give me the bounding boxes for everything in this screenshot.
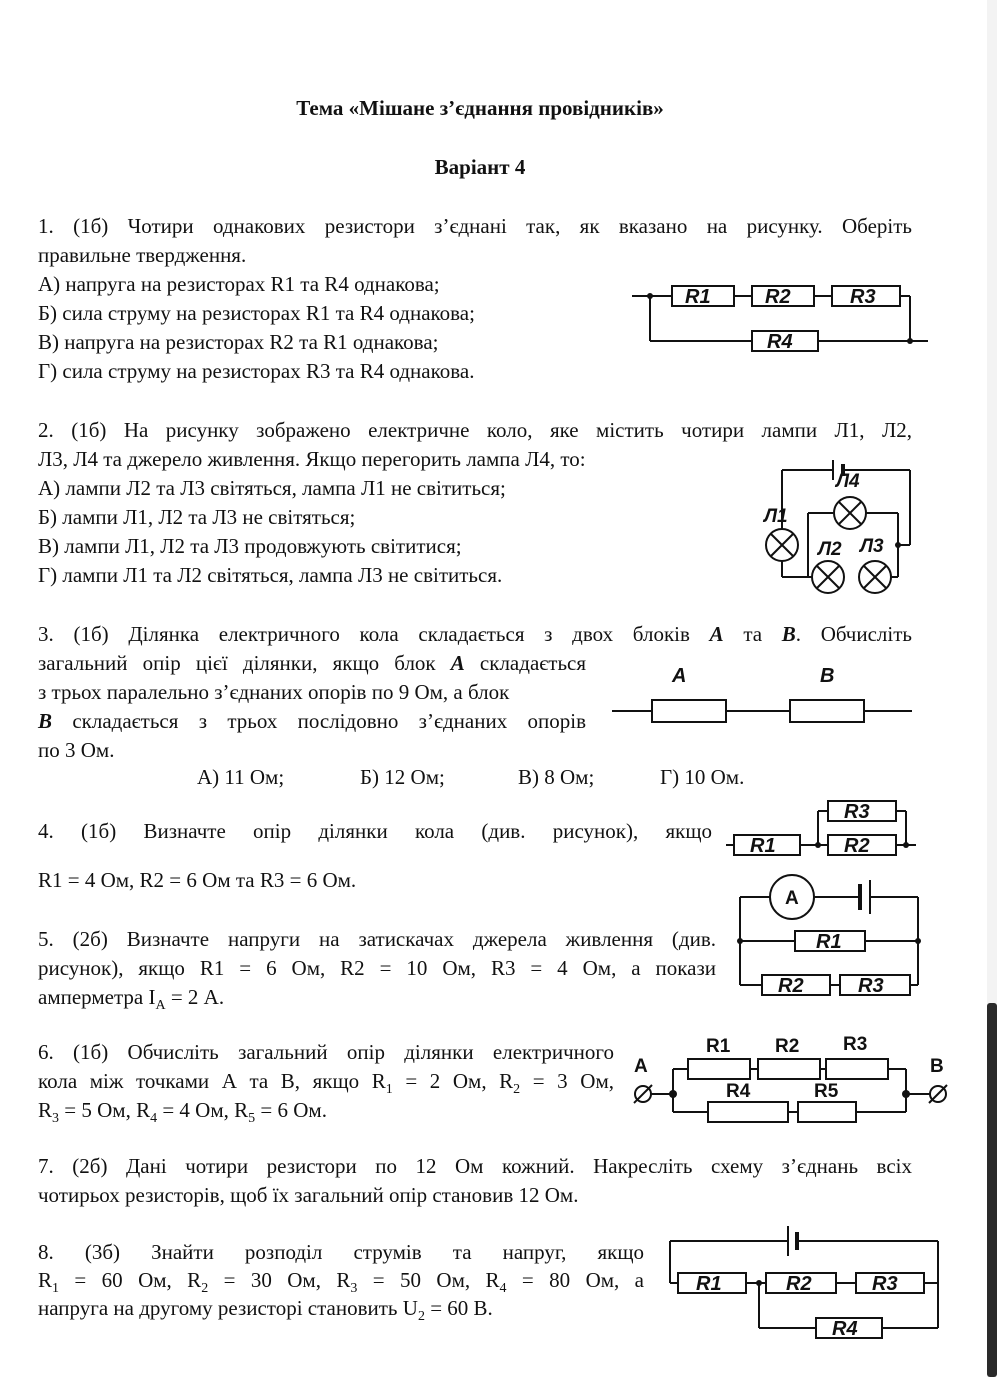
q2-option-b: Б) лампи Л1, Л2 та Л3 не світяться; [38,505,356,529]
q2-text-line1: 2. (1б) На рисунку зображено електричне коло, яке містить чотири лампи Л1, Л2, [38,418,912,442]
q6-r3-label: R3 [843,1034,868,1055]
q6-r2-sub: 2 [513,1082,521,1098]
q1-option-b: Б) сила струму на резисторах R1 та R4 однакова; [38,301,475,325]
q3-text-line2-post: складається [464,651,587,675]
q1-r3-label: R3 [850,286,876,308]
q3-text-line4 [38,707,586,736]
q6-r4-sub: 4 [150,1111,158,1127]
scrollbar-thumb[interactable] [987,1003,997,1377]
q6-r1-val: = 2 Ом, R [392,1069,514,1093]
q8-t2-b: = 60 Ом, R [59,1268,202,1292]
q1-circuit-diagram [630,280,930,360]
q3-option-d: Г) 10 Ом. [660,765,745,789]
q8-r2-label: R2 [786,1273,812,1295]
q6-r5-val: = 6 Ом. [255,1098,327,1122]
q8-circuit-diagram [666,1218,942,1343]
q6-r3-resistor [826,1059,888,1079]
q1-option-d: Г) сила струму на резисторах R3 та R4 однакова. [38,359,475,383]
q6-text-line2-pre: кола між точками А та В, якщо R [38,1069,386,1093]
q6-r5-sub: 5 [248,1111,256,1127]
q6-r2-label: R2 [775,1036,800,1057]
q3-block-b: В [781,622,796,646]
q6-text-line1: 6. (1б) Обчисліть загальний опір ділянки електричного [38,1040,614,1064]
q3-text-line1-post: . Обчисліть [795,622,912,646]
q6-fig-b-label: B [930,1056,944,1077]
q2-text-line2: Л3, Л4 та джерело живлення. Якщо перегорить лампа Л4, то: [38,447,586,471]
q3-text-line3: з трьох паралельно з’єднаних опорів по 9 Ом, а блок [38,680,510,704]
q2-option-d: Г) лампи Л1 та Л2 світяться, лампа Л3 не світиться. [38,563,503,587]
q8-r4-label: R4 [832,1318,858,1340]
q2-l3-label: Л3 [860,536,884,557]
q3-text-line4-post: складається з трьох послідовно з’єднаних опорів [52,709,586,733]
variant-heading: Варіант 4 [434,155,526,179]
q8-r3-sub: 3 [350,1281,358,1297]
q6-text-line3-pre: R [38,1098,53,1122]
q3-option-b: Б) 12 Ом; [360,765,445,789]
q2-option-a: А) лампи Л2 та Л3 світяться, лампа Л1 не світиться; [38,476,506,500]
q8-r1-label: R1 [696,1273,722,1295]
q3-text-line1-mid: та [723,622,782,646]
q3-text-line5: по 3 Ом. [38,738,115,762]
q6-r3-sub: 3 [52,1111,60,1127]
q1-r1-label: R1 [685,286,711,308]
q5-ammeter-subscript: А [155,998,166,1014]
q4-r3-label: R3 [844,801,870,823]
q6-r4-resistor [708,1102,788,1122]
q8-r4-sub: 4 [499,1281,507,1297]
q5-text-line3-pre: амперметра I [38,985,156,1009]
q5-r3-label: R3 [858,975,884,997]
q2-circuit-diagram [750,455,920,600]
q3-block-b-2: В [38,709,53,733]
q8-r1-sub: 1 [52,1281,60,1297]
q3-circuit-diagram [612,660,912,730]
q8-text-line1: 8. (3б) Знайти розподіл струмів та напруг, якщо [38,1240,644,1264]
q8-text-line3 [38,1294,493,1331]
q3-block-a-box [652,700,726,722]
q4-circuit-diagram [726,788,921,863]
q2-l1-label: Л1 [764,506,788,527]
q3-block-a: А [709,622,724,646]
q2-l2-label: Л2 [818,539,842,560]
q8-t2-a: R [38,1268,53,1292]
q3-block-a-2: А [450,651,465,675]
q8-t2-d: = 50 Ом, R [357,1268,500,1292]
q1-r4-label: R4 [767,331,793,353]
q3-text-line1-pre: 3. (1б) Ділянка електричного кола складається з двох блоків [38,622,710,646]
q8-t2-c: = 30 Ом, R [208,1268,351,1292]
q6-circuit-diagram [628,1030,956,1115]
q2-l4-label: Л4 [836,471,860,492]
q6-r1-resistor [688,1059,750,1079]
q6-r1-sub: 1 [385,1082,393,1098]
q4-r1-label: R1 [750,835,776,857]
q4-text-line2: R1 = 4 Ом, R2 = 6 Ом та R3 = 6 Ом. [38,868,357,892]
q8-t3-post: = 60 В. [424,1296,493,1320]
q7-text-line1: 7. (2б) Дані чотири резистори по 12 Ом кожний. Накресліть схему з’єднань всіх [38,1154,912,1178]
q6-r3-val: = 5 Ом, R [59,1098,151,1122]
q1-option-a: А) напруга на резисторах R1 та R4 однакова; [38,272,440,296]
q6-r2-resistor [758,1059,820,1079]
q5-ammeter-label: A [785,888,799,909]
q5-text-line2: рисунок), якщо R1 = 6 Ом, R2 = 10 Ом, R3 = 4 Ом, а покази [38,956,716,980]
q1-r2-label: R2 [765,286,791,308]
q1-option-c: В) напруга на резисторах R2 та R1 однакова; [38,330,439,354]
q5-circuit-diagram [730,870,925,1005]
q3-fig-a-label: A [672,665,687,687]
q6-r5-resistor [798,1102,856,1122]
q6-text-line3 [38,1096,327,1133]
q8-t3-pre: напруга на другому резисторі становить U [38,1296,418,1320]
q5-text-line1: 5. (2б) Визначте напруги на затискачах джерела живлення (див. [38,927,716,951]
q7-text-line2: чотирьох резисторів, щоб їх загальний опір становив 12 Ом. [38,1183,579,1207]
q5-text-line3 [38,983,224,1020]
q3-text-line2-pre: загальний опір цієї ділянки, якщо блок [38,651,451,675]
q6-r4-label: R4 [726,1081,751,1102]
q2-option-c: В) лампи Л1, Л2 та Л3 продовжують світитися; [38,534,462,558]
q6-r5-label: R5 [814,1081,839,1102]
q3-option-a: А) 11 Ом; [197,765,285,789]
q5-r1-label: R1 [816,931,842,953]
q3-text-line1 [38,620,912,649]
page-title: Тема «Мішане з’єднання провідників» [296,96,664,120]
q3-text-line2 [38,649,586,678]
q4-text-line1: 4. (1б) Визначте опір ділянки кола (див. рисунок), якщо [38,819,712,843]
q3-option-c: В) 8 Ом; [518,765,595,789]
q4-r2-label: R2 [844,835,870,857]
q1-text-line2: правильне твердження. [38,243,247,267]
q6-r1-label: R1 [706,1036,731,1057]
q8-r2-sub: 2 [201,1281,209,1297]
q8-u2-sub: 2 [417,1309,425,1325]
q1-text-line1: 1. (1б) Чотири однакових резистори з’єднані так, як вказано на рисунку. Оберіть [38,214,912,238]
q3-block-b-box [790,700,864,722]
q8-t2-e: = 80 Ом, а [506,1268,645,1292]
q5-r2-label: R2 [778,975,804,997]
q3-fig-b-label: B [820,665,835,687]
q6-r2-val: = 3 Ом, [520,1069,614,1093]
q6-fig-a-label: A [634,1056,648,1077]
q5-text-line3-post: = 2 А. [165,985,225,1009]
q6-r4-val: = 4 Ом, R [157,1098,249,1122]
q8-r3-label: R3 [872,1273,898,1295]
